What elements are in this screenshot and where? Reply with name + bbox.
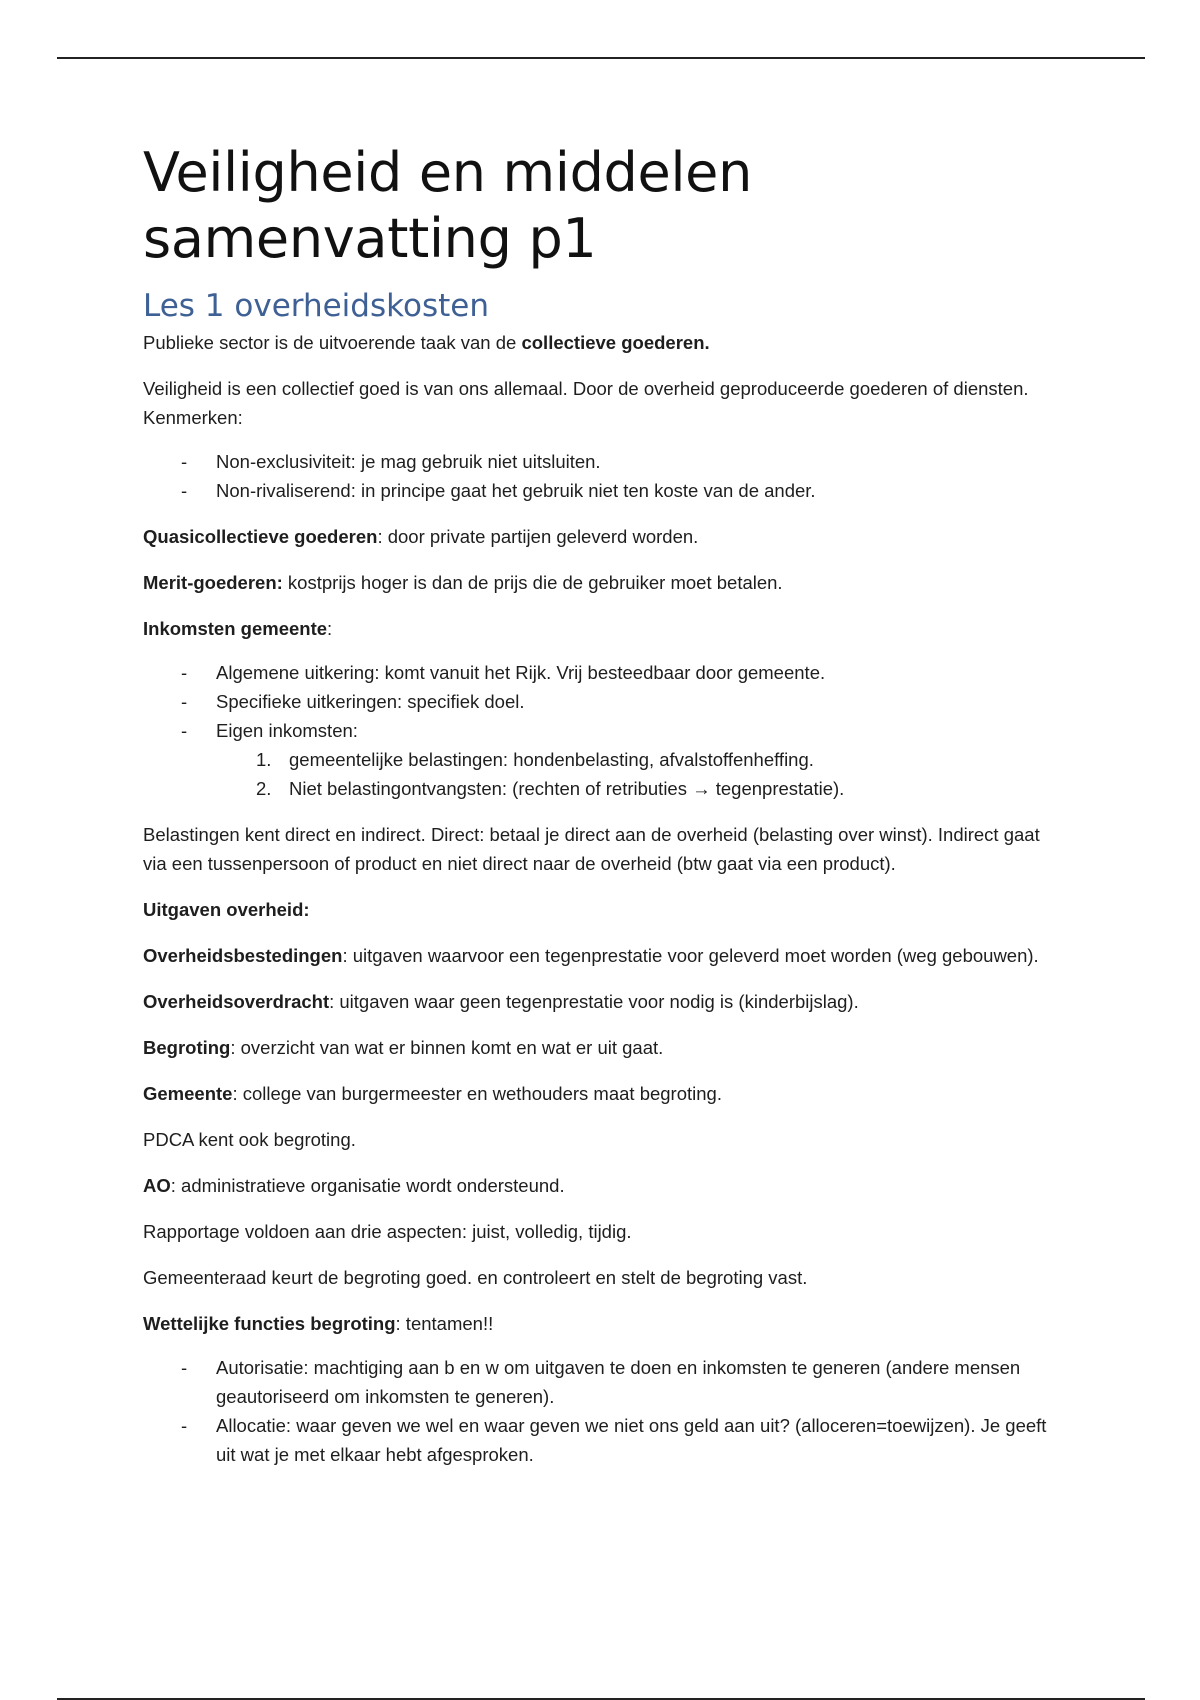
inkomsten-list: [143, 658, 1063, 803]
list-item: [143, 687, 1063, 716]
sublist-marker: 1.: [256, 749, 272, 770]
list-item: [143, 476, 1063, 505]
list-item: [143, 1353, 1063, 1411]
inkomsten-term: Inkomsten gemeente: [143, 618, 328, 639]
wettelijke-functies-term: Wettelijke functies begroting: [143, 1313, 396, 1334]
paragraph-rapportage: Rapportage voldoen aan drie aspecten: juist, volledig, tijdig.: [143, 1221, 632, 1242]
gemeente-term: Gemeente: [143, 1083, 233, 1104]
list-item-text: Autorisatie: machtiging aan b en w om uitgaven te doen en inkomsten te generen (andere mensen geautoriseerd om inkomsten te generen).: [216, 1357, 1021, 1407]
ao-term: AO: [143, 1175, 171, 1196]
merit-definition: kostprijs hoger is dan de prijs die de gebruiker moet betalen.: [282, 572, 783, 593]
inkomsten-colon: :: [327, 618, 333, 639]
paragraph-gemeente: [143, 1079, 1063, 1108]
merit-term: Merit-goederen:: [143, 572, 283, 593]
list-item: [143, 1411, 1063, 1469]
title-line-1: Veiligheid en middelen: [143, 141, 752, 204]
overheidsoverdracht-definition: : uitgaven waar geen tegenprestatie voor nodig is (kinderbijslag).: [329, 991, 859, 1012]
list-marker: -: [181, 662, 188, 683]
paragraph-quasicollectieve: [143, 522, 1063, 551]
list-marker: -: [181, 451, 188, 472]
sublist-item-text: Niet belastingontvangsten: (rechten of retributies → tegenprestatie).: [289, 778, 845, 799]
begroting-term: Begroting: [143, 1037, 231, 1058]
section-heading: Les 1 overheidskosten: [143, 288, 489, 324]
wettelijke-functies-definition: : tentamen!!: [395, 1313, 494, 1334]
overheidsbestedingen-term: Overheidsbestedingen: [143, 945, 343, 966]
overheidsbestedingen-definition: : uitgaven waarvoor een tegenprestatie voor geleverd moet worden (weg gebouwen).: [342, 945, 1039, 966]
paragraph-merit: [143, 568, 1063, 597]
quasicollectieve-definition: : door private partijen geleverd worden.: [377, 526, 699, 547]
wettelijke-functies-list: [143, 1353, 1063, 1469]
title-line-2: samenvatting p1: [143, 207, 597, 270]
paragraph-inkomsten: [143, 614, 1063, 643]
paragraph-pdca: PDCA kent ook begroting.: [143, 1129, 356, 1150]
sublist-item: [216, 774, 1063, 803]
list-marker: -: [181, 691, 188, 712]
list-marker: -: [181, 480, 188, 501]
list-item-text: Specifieke uitkeringen: specifiek doel.: [216, 691, 525, 712]
list-item-text: Algemene uitkering: komt vanuit het Rijk. Vrij besteedbaar door gemeente.: [216, 662, 826, 683]
list-item-text: Allocatie: waar geven we wel en waar geven we niet ons geld aan uit? (alloceren=toewijzen). Je geeft uit wat je met elkaar hebt afgesproken.: [216, 1415, 1047, 1465]
document-body: [143, 140, 1063, 1486]
list-item-text: Eigen inkomsten:: [216, 720, 358, 741]
eigen-inkomsten-sublist: [216, 745, 1063, 803]
sublist-item: [216, 745, 1063, 774]
list-item: [143, 447, 1063, 476]
uitgaven-heading: Uitgaven overheid:: [143, 899, 310, 920]
sublist-marker: 2.: [256, 778, 272, 799]
list-marker: -: [181, 720, 188, 741]
overheidsoverdracht-term: Overheidsoverdracht: [143, 991, 330, 1012]
list-marker: -: [181, 1415, 188, 1436]
list-item-text: Non-exclusiviteit: je mag gebruik niet uitsluiten.: [216, 451, 601, 472]
paragraph-gemeenteraad: Gemeenteraad keurt de begroting goed. en controleert en stelt de begroting vast.: [143, 1267, 808, 1288]
paragraph-begroting: [143, 1033, 1063, 1062]
paragraph-overheidsbestedingen: [143, 941, 1063, 970]
list-item-text: Non-rivaliserend: in principe gaat het gebruik niet ten koste van de ander.: [216, 480, 816, 501]
paragraph-wettelijke-functies: [143, 1309, 1063, 1338]
paragraph-belastingen: Belastingen kent direct en indirect. Direct: betaal je direct aan de overheid (belasting over winst). Indirect gaat via een tussenpersoon of product en niet direct naar de overheid (btw gaat via een product).: [143, 824, 1040, 874]
sublist-item-text: gemeentelijke belastingen: hondenbelasting, afvalstoffenheffing.: [289, 749, 814, 770]
list-marker: -: [181, 1357, 188, 1378]
begroting-definition: : overzicht van wat er binnen komt en wat er uit gaat.: [230, 1037, 664, 1058]
collectieve-goederen-term: collectieve goederen.: [521, 332, 710, 353]
quasicollectieve-term: Quasicollectieve goederen: [143, 526, 378, 547]
gemeente-definition: : college van burgermeester en wethouders maat begroting.: [232, 1083, 722, 1104]
list-item: [143, 716, 1063, 803]
paragraph-veiligheid: Veiligheid is een collectief goed is van ons allemaal. Door de overheid geproduceerde goederen of diensten. Kenmerken:: [143, 378, 1029, 428]
paragraph-publieke-sector: [143, 328, 1063, 357]
paragraph-ao: [143, 1171, 1063, 1200]
paragraph-overheidsoverdracht: [143, 987, 1063, 1016]
top-rule: [57, 57, 1145, 59]
document-title: [143, 140, 1063, 272]
ao-definition: : administratieve organisatie wordt ondersteund.: [170, 1175, 565, 1196]
publieke-sector-text: Publieke sector is de uitvoerende taak van de: [143, 332, 522, 353]
list-item: [143, 658, 1063, 687]
kenmerken-list: [143, 447, 1063, 505]
